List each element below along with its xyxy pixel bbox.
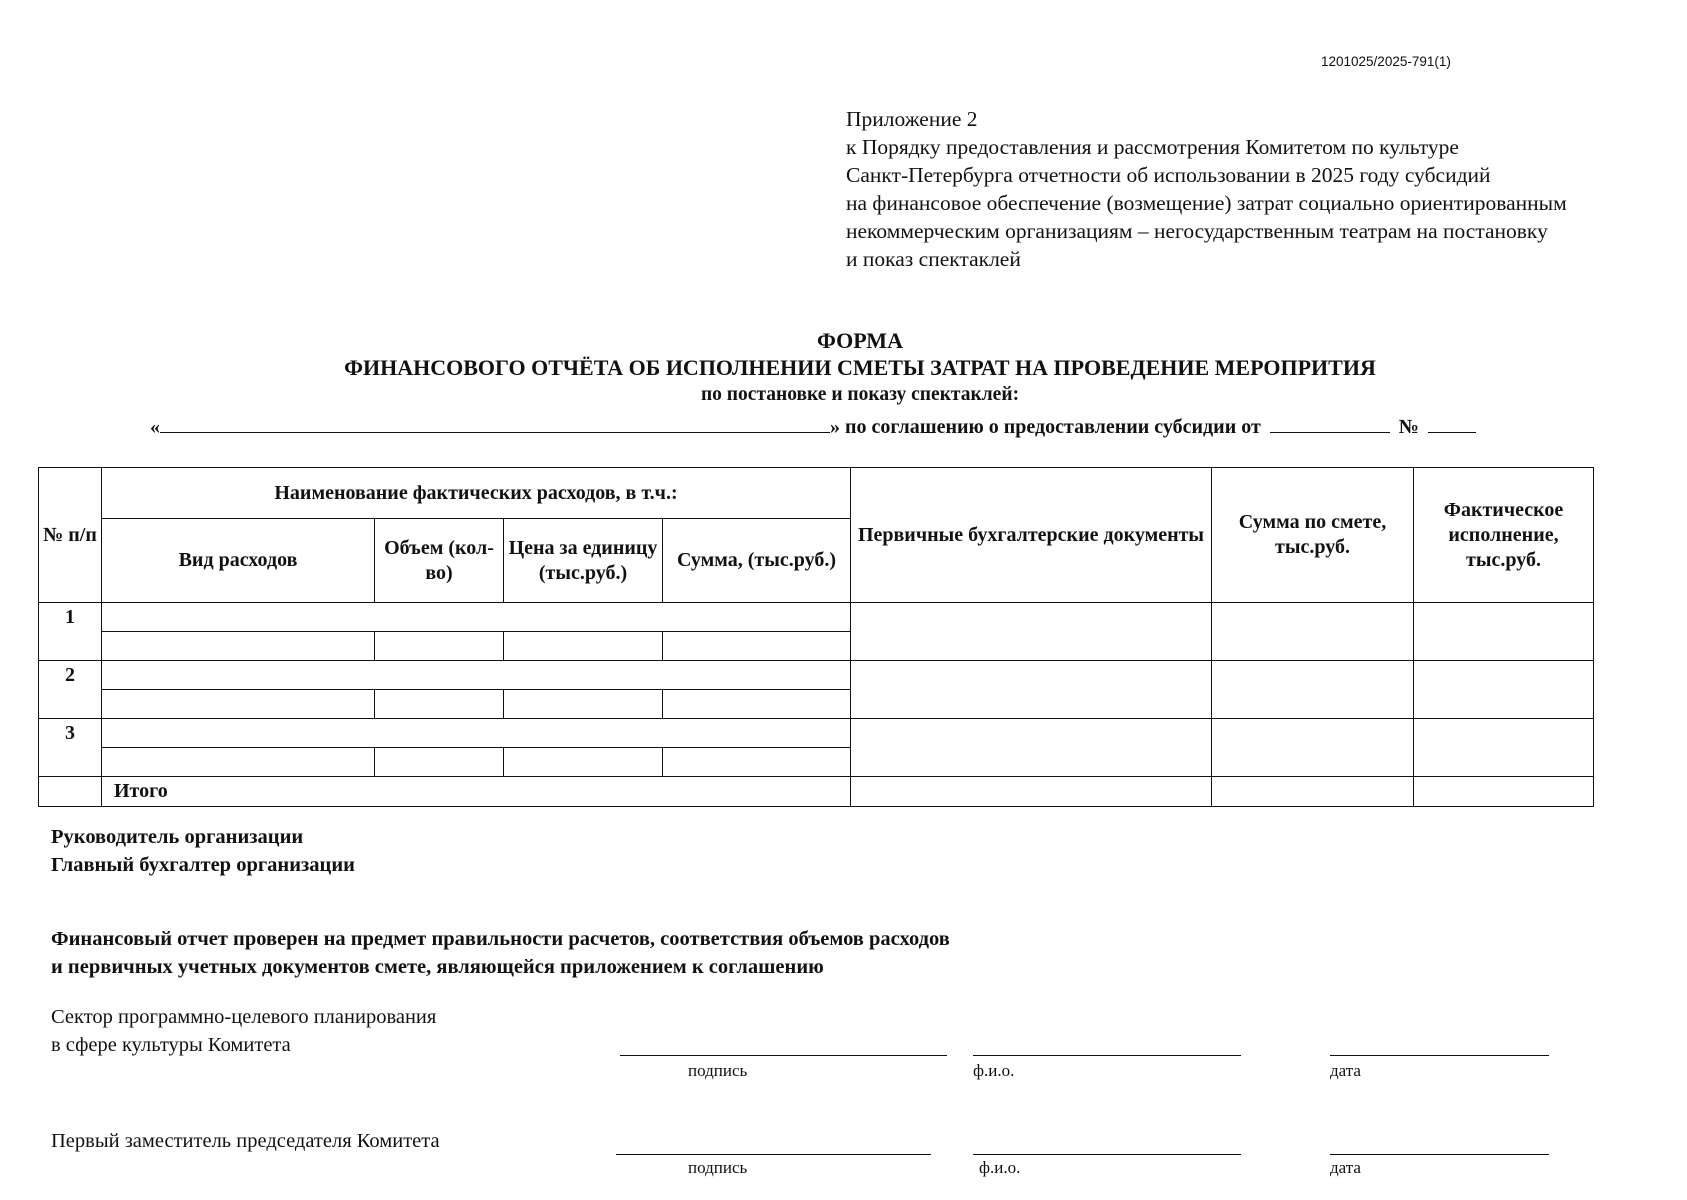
header-expenses-group: Наименование фактических расходов, в т.ч.:: [102, 468, 851, 519]
event-name-blank[interactable]: [160, 412, 830, 433]
actual-execution-cell[interactable]: [1414, 719, 1594, 777]
primary-docs-cell[interactable]: [851, 603, 1212, 661]
sector-date-line[interactable]: [1330, 1055, 1549, 1056]
appendix-block: [846, 105, 1567, 273]
volume-cell[interactable]: [375, 690, 504, 719]
org-head-label: Руководитель организации: [51, 826, 304, 848]
name-caption: ф.и.о.: [973, 1061, 1015, 1080]
total-number-cell: [39, 777, 102, 807]
unit-price-cell[interactable]: [504, 690, 663, 719]
total-label: Итого: [102, 777, 851, 807]
header-primary-docs: Первичные бухгалтерские документы: [851, 468, 1212, 603]
agreement-text: » по соглашению о предоставлении субсидии от: [830, 416, 1261, 438]
expense-type-cell[interactable]: [102, 632, 375, 661]
date-caption: дата: [1330, 1061, 1361, 1080]
document-id: 1201025/2025-791(1): [1321, 54, 1451, 69]
agreement-date-blank[interactable]: [1270, 412, 1390, 433]
deputy-name-line[interactable]: [973, 1154, 1241, 1155]
sector-signature-line[interactable]: [620, 1055, 947, 1056]
name-caption: ф.и.о.: [979, 1158, 1021, 1177]
row-number: 2: [39, 661, 102, 719]
expense-type-cell[interactable]: [102, 690, 375, 719]
unit-price-cell[interactable]: [504, 632, 663, 661]
header-estimate-sum: Сумма по смете, тыс.руб.: [1212, 468, 1414, 603]
deputy-chair-label: Первый заместитель председателя Комитета: [51, 1130, 440, 1152]
sum-cell[interactable]: [663, 748, 851, 777]
estimate-sum-cell[interactable]: [1212, 719, 1414, 777]
form-title: ФОРМА: [817, 328, 903, 353]
appendix-line: и показ спектаклей: [846, 247, 1021, 271]
expense-name-cell[interactable]: [102, 661, 851, 690]
header-sum: Сумма, (тыс.руб.): [663, 519, 851, 603]
expense-type-cell[interactable]: [102, 748, 375, 777]
table-row: [39, 661, 1594, 690]
estimate-sum-cell[interactable]: [1212, 661, 1414, 719]
actual-execution-cell[interactable]: [1414, 661, 1594, 719]
date-caption: дата: [1330, 1158, 1361, 1177]
sum-cell[interactable]: [663, 690, 851, 719]
deputy-signature-line[interactable]: [616, 1154, 931, 1155]
total-docs-cell[interactable]: [851, 777, 1212, 807]
appendix-line: к Порядку предоставления и рассмотрения Комитетом по культуре: [846, 135, 1459, 159]
sector-line-1: Сектор программно-целевого планирования: [51, 1006, 437, 1028]
expense-name-cell[interactable]: [102, 603, 851, 632]
total-actual-cell[interactable]: [1414, 777, 1594, 807]
open-quote: «: [150, 416, 160, 438]
report-table: [38, 467, 1594, 807]
total-row: [39, 777, 1594, 807]
table-row: [39, 719, 1594, 748]
row-number: 3: [39, 719, 102, 777]
appendix-line: Санкт-Петербурга отчетности об использовании в 2025 году субсидий: [846, 163, 1491, 187]
form-subtitle: ФИНАНСОВОГО ОТЧЁТА ОБ ИСПОЛНЕНИИ СМЕТЫ ЗАТРАТ НА ПРОВЕДЕНИЕ МЕРОПРИТИЯ: [344, 355, 1376, 380]
appendix-line: некоммерческим организациям – негосударственным театрам на постановку: [846, 219, 1548, 243]
header-expense-type: Вид расходов: [102, 519, 375, 603]
agreement-line: [150, 412, 1476, 439]
sector-name-line[interactable]: [973, 1055, 1241, 1056]
volume-cell[interactable]: [375, 632, 504, 661]
table-row: [39, 603, 1594, 632]
agreement-number-blank[interactable]: [1428, 412, 1476, 433]
header-actual-execution: Фактическое исполнение, тыс.руб.: [1414, 468, 1594, 603]
primary-docs-cell[interactable]: [851, 719, 1212, 777]
signature-caption: подпись: [688, 1158, 748, 1177]
header-volume: Объем (кол-во): [375, 519, 504, 603]
form-subtitle-event: по постановке и показу спектаклей:: [700, 384, 1020, 405]
number-sign: №: [1398, 416, 1419, 438]
deputy-date-line[interactable]: [1330, 1154, 1549, 1155]
org-accountant-label: Главный бухгалтер организации: [51, 854, 355, 876]
appendix-line: Приложение 2: [846, 107, 978, 131]
primary-docs-cell[interactable]: [851, 661, 1212, 719]
sector-line-2: в сфере культуры Комитета: [51, 1034, 291, 1056]
verification-line-1: Финансовый отчет проверен на предмет правильности расчетов, соответствия объемов расходов: [51, 928, 950, 950]
estimate-sum-cell[interactable]: [1212, 603, 1414, 661]
signature-caption: подпись: [688, 1061, 748, 1080]
verification-line-2: и первичных учетных документов смете, являющейся приложением к соглашению: [51, 956, 824, 978]
header-row-number: № п/п: [39, 468, 102, 603]
actual-execution-cell[interactable]: [1414, 603, 1594, 661]
appendix-line: на финансовое обеспечение (возмещение) затрат социально ориентированным: [846, 191, 1567, 215]
total-estimate-cell[interactable]: [1212, 777, 1414, 807]
sum-cell[interactable]: [663, 632, 851, 661]
row-number: 1: [39, 603, 102, 661]
expense-name-cell[interactable]: [102, 719, 851, 748]
header-unit-price: Цена за единицу (тыс.руб.): [504, 519, 663, 603]
unit-price-cell[interactable]: [504, 748, 663, 777]
volume-cell[interactable]: [375, 748, 504, 777]
